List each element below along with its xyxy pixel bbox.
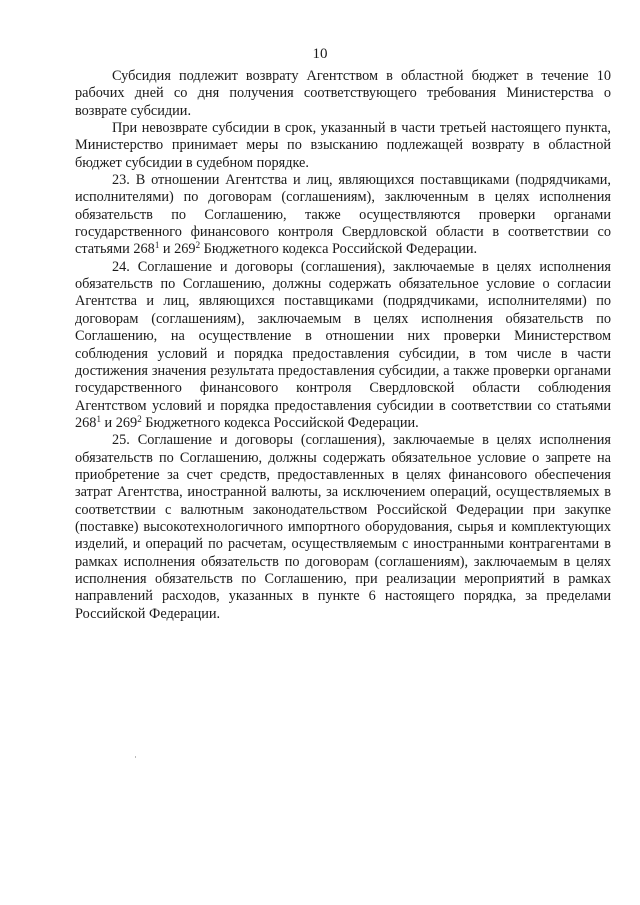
paragraph-24-and: и 269 bbox=[100, 414, 138, 431]
paragraph-23-and: и 269 bbox=[159, 241, 196, 258]
superscript-2: 2 bbox=[195, 240, 201, 251]
paragraph-23-text: 23. В отношении Агентства и лиц, являющихся поставщиками (подрядчиками, исполнителями) по договорам (соглашениям), заключенным в целях исполнения обязательств по Соглашению, также осуществляются проверки органами государственного финансового контроля Свердловской области в соответствии со статьями 268 bbox=[75, 172, 611, 258]
paragraph-23 bbox=[75, 172, 611, 259]
superscript-1: 1 bbox=[96, 413, 101, 424]
scan-artifact bbox=[135, 756, 136, 758]
page-number: 10 bbox=[312, 46, 328, 62]
superscript-2: 2 bbox=[137, 413, 142, 424]
paragraph-23-tail: Бюджетного кодекса Российской Федерации. bbox=[200, 241, 478, 258]
superscript-1: 1 bbox=[154, 240, 160, 251]
paragraph-24-text: 24. Соглашение и договоры (соглашения), заключаемые в целях исполнения обязательств по Соглашению, должны содержать обязательное условие о согласии Агентства и лиц, являющихся поставщиками (подрядчиками, исполнителями) по договорам (соглашениям), заключаемым в целях исполнения обязательств по Соглашению, на осуществление в отношении них проверки Министерством соблюдения условий и порядка предоставления субсидии, в том числе в части достижения значения результата предоставления субсидии, а также проверки органами государственного финансового контроля Свердловской области соблюдения Агентством условий и порядка предоставления субсидии в соответствии со статьями 268 bbox=[75, 258, 611, 431]
paragraph-24 bbox=[75, 259, 611, 432]
paragraph-25: 25. Соглашение и договоры (соглашения), заключаемые в целях исполнения обязательств по Соглашению, должны содержать обязательное условие о запрете на приобретение за счет средств, предоставленных в целях финансового обеспечения затрат Агентства, иностранной валюты, за исключением операций, осуществляемых в соответствии с валютным законодательством Российской Федерации при закупке (поставке) высокотехнологичного импортного оборудования, сырья и комплектующих изделий, и операций по расчетам, осуществляемым с иностранными контрагентами в рамках исполнения обязательств по договорам (соглашениям), заключаемым в целях исполнения обязательств по Соглашению, при реализации мероприятий в рамках направлений расходов, указанных в пункте 6 настоящего порядка, за пределами Российской Федерации. bbox=[75, 432, 611, 622]
document-body bbox=[75, 68, 611, 623]
paragraph-non-return: При невозврате субсидии в срок, указанный в части третьей настоящего пункта, Министерство принимает меры по взысканию подлежащей возврату в областной бюджет субсидии в судебном порядке. bbox=[75, 120, 611, 171]
paragraph-subsidy-return: Субсидия подлежит возврату Агентством в областной бюджет в течение 10 рабочих дней со дня получения соответствующего требования Министерства о возврате субсидии. bbox=[75, 68, 611, 119]
paragraph-24-tail: Бюджетного кодекса Российской Федерации. bbox=[141, 414, 419, 431]
